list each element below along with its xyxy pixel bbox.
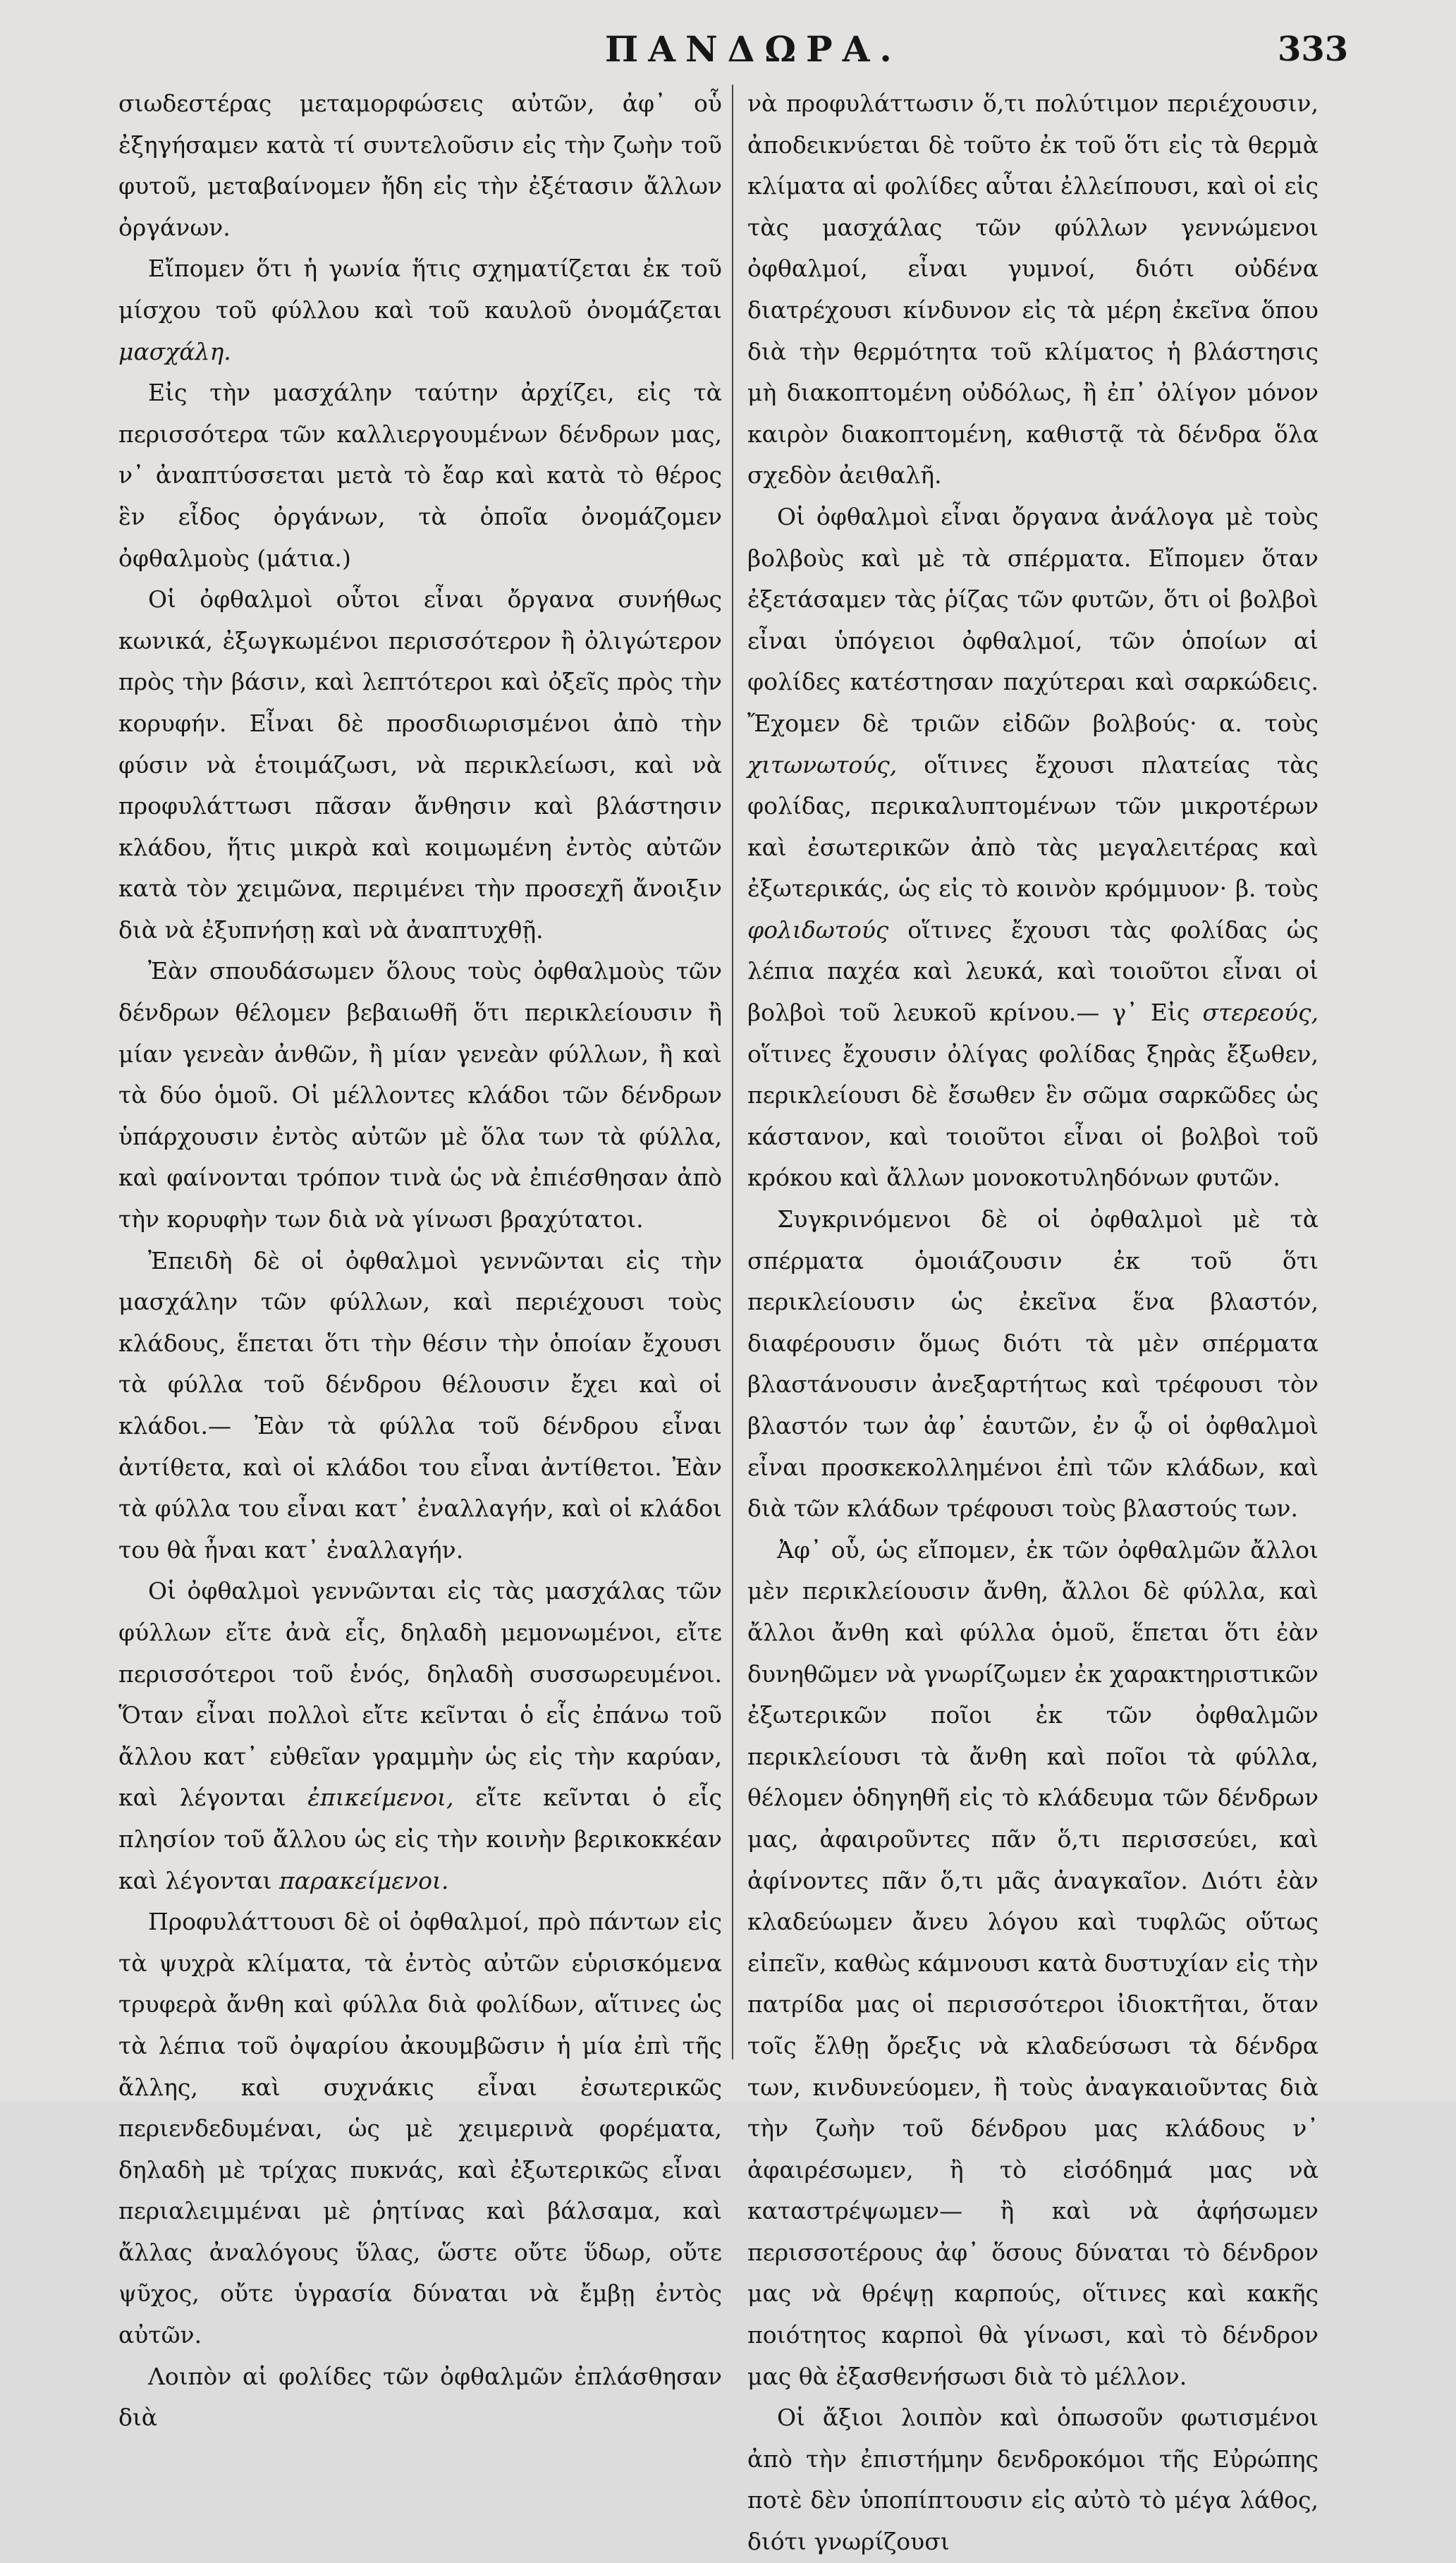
left-column	[118, 83, 722, 2432]
text-run: Οἱ ὀφθαλμοὶ γεννῶνται εἰς τὰς μασχάλας τῶν φύλλων εἴτε ἀνὰ εἷς, δηλαδὴ μεμονωμένοι, εἴτε περισσότεροι τοῦ ἑνός, δηλαδὴ συσσωρευμένοι. Ὅταν εἶναι πολλοὶ εἴτε κεῖνται ὁ εἷς ἐπάνω τοῦ ἄλλου κατ᾽ εὐθεῖαν γραμμὴν ὡς εἰς τὴν καρύαν, καὶ λέγονται	[118, 1577, 722, 1812]
paragraph	[747, 83, 1319, 497]
paragraph	[747, 2397, 1319, 2562]
column-divider	[732, 85, 733, 2059]
text-run: εἴτε κεῖνται ὁ εἷς πλησίον τοῦ ἄλλου ὡς εἰς τὴν κοινὴν βερικοκκέαν καὶ λέγονται	[118, 1784, 722, 1894]
text-run: σιωδεστέρας μεταμορφώσεις αὐτῶν, ἀφ᾽ οὗ ἐξηγήσαμεν κατὰ τί συντελοῦσιν εἰς τὴν ζωὴν τοῦ φυτοῦ, μεταβαίνομεν ἤδη εἰς τὴν ἐξέτασιν ἄλλων ὀργάνων.	[118, 90, 722, 241]
paragraph	[118, 579, 722, 951]
text-run: Ἐπειδὴ δὲ οἱ ὀφθαλμοὶ γεννῶνται εἰς τὴν μασχάλην τῶν φύλλων, καὶ περιέχουσι τοὺς κλάδους, ἕπεται ὅτι τὴν θέσιν τὴν ὁποίαν ἔχουσι τὰ φύλλα τοῦ δένδρου θέλουσιν ἔχει καὶ οἱ κλάδοι.— Ἐὰν τὰ φύλλα τοῦ δένδρου εἶναι ἀντίθετα, καὶ οἱ κλάδοι του εἶναι ἀντίθετοι. Ἐὰν τὰ φύλλα του εἶναι κατ᾽ ἐναλλαγήν, καὶ οἱ κλάδοι του θὰ ἦναι κατ᾽ ἐναλλαγήν.	[118, 1246, 722, 1564]
paragraph	[118, 1901, 722, 2356]
text-run: Οἱ ὀφθαλμοὶ εἶναι ὄργανα ἀνάλογα μὲ τοὺς βολβοὺς καὶ μὲ τὰ σπέρματα. Εἴπομεν ὅταν ἐξετάσαμεν τὰς ῥίζας τῶν φυτῶν, ὅτι οἱ βολβοὶ εἶναι ὑπόγειοι ὀφθαλμοί, τῶν ὁποίων αἱ φολίδες κατέστησαν παχύτεραι καὶ σαρκώδεις. Ἔχομεν δὲ τριῶν εἰδῶν βολβούς· α. τοὺς	[747, 502, 1319, 737]
journal-title: ΠΑΝΔΩΡΑ.	[605, 28, 902, 70]
paragraph	[118, 1571, 722, 1901]
paragraph	[118, 248, 722, 372]
italic-term: φολιδωτούς	[747, 915, 889, 944]
text-run: νὰ προφυλάττωσιν ὅ,τι πολύτιμον περιέχουσιν, ἀποδεικνύεται δὲ τοῦτο ἐκ τοῦ ὅτι εἰς τὰ θερμὰ κλίματα αἱ φολίδες αὗται ἐλλείπουσι, καὶ οἱ εἰς τὰς μασχάλας τῶν φύλλων γεννώμενοι ὀφθαλμοί, εἶναι γυμνοί, διότι οὐδένα διατρέχουσι κίνδυνον εἰς τὰ μέρη ἐκεῖνα ὅπου διὰ τὴν θερμότητα τοῦ κλίματος ἡ βλάστησις μὴ διακοπτομένη οὐδόλως, ἢ ἐπ᾽ ὀλίγον μόνον καιρὸν διακοπτομένη, καθιστᾷ τὰ δένδρα ὅλα σχεδὸν ἀειθαλῆ.	[747, 90, 1319, 489]
text-run: Οἱ ὀφθαλμοὶ οὗτοι εἶναι ὄργανα συνήθως κωνικά, ἐξωγκωμένοι περισσότερον ἢ ὀλιγώτερον πρὸς τὴν βάσιν, καὶ λεπτότεροι καὶ ὀξεῖς πρὸς τὴν κορυφήν. Εἶναι δὲ προσδιωρισμένοι ἀπὸ τὴν φύσιν νὰ ἑτοιμάζωσι, νὰ περικλείωσι, καὶ νὰ προφυλάττωσι πᾶσαν ἄνθησιν καὶ βλάστησιν κλάδου, ἥτις μικρὰ καὶ κοιμωμένη ἐντὸς αὐτῶν κατὰ τὸν χειμῶνα, περιμένει τὴν προσεχῆ ἄνοιξιν διὰ νὰ ἐξυπνήσῃ καὶ νὰ ἀναπτυχθῇ.	[118, 585, 722, 944]
text-run: Συγκρινόμενοι δὲ οἱ ὀφθαλμοὶ μὲ τὰ σπέρματα ὁμοιάζουσιν ἐκ τοῦ ὅτι περικλείουσιν ὡς ἐκεῖνα ἕνα βλαστόν, διαφέρουσιν ὅμως διότι τὰ μὲν σπέρματα βλαστάνουσιν ἀνεξαρτήτως καὶ τρέφουσι τὸν βλαστόν των ἀφ᾽ ἑαυτῶν, ἐν ᾧ οἱ ὀφθαλμοὶ εἶναι προσκεκολλημένοι ἐπὶ τῶν κλάδων, καὶ διὰ τῶν κλάδων τρέφουσι τοὺς βλαστούς των.	[747, 1205, 1319, 1523]
text-run: Ἐὰν σπουδάσωμεν ὅλους τοὺς ὀφθαλμοὺς τῶν δένδρων θέλομεν βεβαιωθῆ ὅτι περικλείουσιν ἢ μίαν γενεὰν ἀνθῶν, ἢ μίαν γενεὰν φύλλων, ἢ καὶ τὰ δύο ὁμοῦ. Οἱ μέλλοντες κλάδοι τῶν δένδρων ὑπάρχουσιν ἐντὸς αὐτῶν μὲ ὅλα των τὰ φύλλα, καὶ φαίνονται τρόπον τινὰ ὡς νὰ ἐπιέσθησαν ἀπὸ τὴν κορυφὴν των διὰ νὰ γίνωσι βραχύτατοι.	[118, 957, 722, 1234]
paragraph	[747, 1530, 1319, 2397]
paragraph	[747, 497, 1319, 1199]
text-run: Ἀφ᾽ οὗ, ὡς εἴπομεν, ἐκ τῶν ὀφθαλμῶν ἄλλοι μὲν περικλείουσιν ἄνθη, ἄλλοι δὲ φύλλα, καὶ ἄλλοι ἄνθη καὶ φύλλα ὁμοῦ, ἕπεται ὅτι ἐὰν δυνηθῶμεν νὰ γνωρίζωμεν ἐκ χαρακτηριστικῶν ἐξωτερικῶν ποῖοι ἐκ τῶν ὀφθαλμῶν περικλείουσι τὰ ἄνθη καὶ ποῖοι τὰ φύλλα, θέλομεν ὁδηγηθῆ εἰς τὸ κλάδευμα τῶν δένδρων μας, ἀφαιροῦντες πᾶν ὅ,τι περισσεύει, καὶ ἀφίνοντες πᾶν ὅ,τι μᾶς ἀναγκαῖον. Διότι ἐὰν κλαδεύωμεν ἄνευ λόγου καὶ τυφλῶς οὕτως εἰπεῖν, καθὼς κάμνουσι κατὰ δυστυχίαν εἰς τὴν πατρίδα μας οἱ περισσότεροι ἰδιοκτῆται, ὅταν τοῖς ἔλθῃ ὄρεξις νὰ κλαδεύσωσι τὰ δένδρα των, κινδυνεύομεν, ἢ τοὺς ἀναγκαιοῦντας διὰ τὴν ζωὴν τοῦ δένδρου μας κλάδους ν᾽ ἀφαιρέσωμεν, ἢ τὸ εἰσόδημά μας νὰ καταστρέψωμεν— ἢ καὶ νὰ ἀφήσωμεν περισσοτέρους ἀφ᾽ ὅσους δύναται τὸ δένδρον μας νὰ θρέψῃ καρπούς, οἵτινες καὶ κακῆς ποιότητος καρποὶ θὰ γίνωσι, καὶ τὸ δένδρον μας θὰ ἐξασθενήσωσι διὰ τὸ μέλλον.	[747, 1535, 1319, 2390]
text-run: Λοιπὸν αἱ φολίδες τῶν ὀφθαλμῶν ἐπλάσθησαν διὰ	[118, 2362, 722, 2432]
text-run: Εἴπομεν ὅτι ἡ γωνία ἥτις σχηματίζεται ἐκ τοῦ μίσχου τοῦ φύλλου καὶ τοῦ καυλοῦ ὀνομάζεται	[118, 255, 722, 324]
italic-term: ἐπικείμενοι,	[307, 1784, 454, 1812]
italic-term: μασχάλη.	[118, 337, 231, 365]
paragraph	[747, 1199, 1319, 1530]
text-run: οἵτινες ἔχουσι πλατείας τὰς φολίδας, περικαλυπτομένων τῶν μικροτέρων καὶ ἐσωτερικῶν ἀπὸ τὰς μεγαλειτέρας καὶ ἐξωτερικάς, ὡς εἰς τὸ κοινὸν κρόμμυον· β. τοὺς	[747, 750, 1319, 903]
paragraph	[118, 2356, 722, 2439]
page-number: 333	[1278, 30, 1349, 69]
running-header	[0, 28, 1456, 78]
italic-term: χιτωνωτούς,	[747, 750, 898, 779]
paragraph	[118, 951, 722, 1240]
text-run: Εἰς τὴν μασχάλην ταύτην ἀρχίζει, εἰς τὰ περισσότερα τῶν καλλιεργουμένων δένδρων μας, ν᾽ ἀναπτύσσεται μετὰ τὸ ἔαρ καὶ κατὰ τὸ θέρος ἓν εἶδος ὀργάνων, τὰ ὁποῖα ὀνομάζομεν ὀφθαλμοὺς (μάτια.)	[118, 379, 722, 572]
paragraph	[118, 1241, 722, 1571]
paragraph	[118, 372, 722, 579]
text-run: Προφυλάττουσι δὲ οἱ ὀφθαλμοί, πρὸ πάντων εἰς τὰ ψυχρὰ κλίματα, τὰ ἐντὸς αὐτῶν εὑρισκόμενα τρυφερὰ ἄνθη καὶ φύλλα διὰ φολίδων, αἵτινες ὡς τὰ λέπια τοῦ ὀψαρίου ἀκουμβῶσιν ἡ μία ἐπὶ τῆς ἄλλης, καὶ συχνάκις εἶναι ἐσωτερικῶς περιενδεδυμέναι, ὡς μὲ χειμερινὰ φορέματα, δηλαδὴ μὲ τρίχας πυκνάς, καὶ ἐξωτερικῶς εἶναι περιαλειμμέναι μὲ ῥητίνας καὶ βάλσαμα, καὶ ἄλλας ἀναλόγους ὕλας, ὥστε οὔτε ὕδωρ, οὔτε ψῦχος, οὔτε ὑγρασία δύναται νὰ ἔμβῃ ἐντὸς αὐτῶν.	[118, 1908, 722, 2349]
text-run: Οἱ ἄξιοι λοιπὸν καὶ ὁπωσοῦν φωτισμένοι ἀπὸ τὴν ἐπιστήμην δενδροκόμοι τῆς Εὐρώπης ποτὲ δὲν ὑποπίπτουσιν εἰς αὐτὸ τὸ μέγα λάθος, διότι γνωρίζουσι	[747, 2404, 1319, 2556]
text-run: οἵτινες ἔχουσιν ὀλίγας φολίδας ξηρὰς ἔξωθεν, περικλείουσι δὲ ἔσωθεν ἓν σῶμα σαρκῶδες ὡς κάστανον, καὶ τοιοῦτοι εἶναι οἱ βολβοὶ τοῦ κρόκου καὶ ἄλλων μονοκοτυληδόνων φυτῶν.	[747, 1040, 1319, 1192]
text-run: οἵτινες ἔχουσι τὰς φολίδας ὡς λέπια παχέα καὶ λευκά, καὶ τοιοῦτοι εἶναι οἱ βολβοὶ τοῦ λευκοῦ κρίνου.— γ᾽ Εἰς	[747, 915, 1319, 1027]
right-column	[747, 83, 1319, 2556]
italic-term: παρακείμενοι.	[279, 1866, 449, 1894]
paragraph	[118, 83, 722, 248]
italic-term: στερεούς,	[1202, 999, 1319, 1027]
